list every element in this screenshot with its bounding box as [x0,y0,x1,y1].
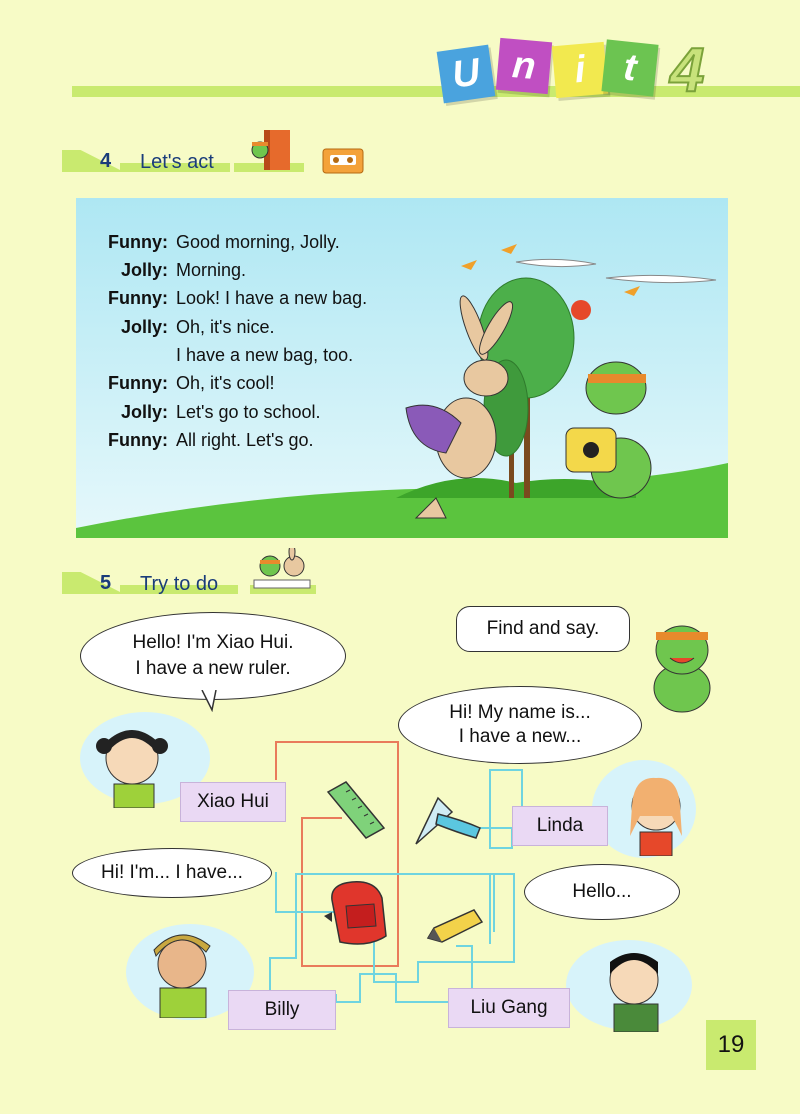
section-number: 5 [100,572,112,594]
bubble-text: Hi! My name is... [449,702,591,723]
speaker-label: Funny: [108,373,168,393]
line-text: Good morning, Jolly. [176,232,340,252]
line-text: Oh, it's nice. [176,317,275,337]
name-label-linda: Linda [512,806,608,846]
speaker-label: Jolly: [120,317,168,337]
section-number: 4 [100,150,112,172]
unit-letter: n [510,43,538,88]
bubble-text: I have a new ruler. [135,658,291,679]
pencil-sharpener-knife-icon [412,794,484,850]
name-label-billy: Billy [228,990,336,1030]
schoolbag-icon [318,876,394,948]
ruler-icon [326,778,386,842]
name-label-xiaohui: Xiao Hui [180,782,286,822]
section-title: Let's act [140,151,214,173]
bubble-text: Hello... [572,881,632,902]
page-number: 19 [706,1020,756,1070]
unit-letter: i [572,48,588,91]
speaker-label: Jolly: [120,260,168,280]
unit-number: 4 [670,36,705,105]
unit-letter: t [621,45,639,90]
bubble-text: I have a new... [458,726,582,747]
line-text: I have a new bag, too. [176,345,354,365]
line-text: Morning. [176,260,247,280]
section-title: Try to do [140,573,219,595]
line-text: All right. Let's go. [176,430,314,450]
pencil-icon [424,906,488,944]
line-text: Look! I have a new bag. [176,288,368,308]
speaker-label: Funny: [108,288,168,308]
speaker-label: Funny: [108,430,168,450]
speaker-label: Jolly: [120,402,168,422]
line-text: Oh, it's cool! [176,373,275,393]
name-label-liugang: Liu Gang [448,988,570,1028]
bubble-text: Find and say. [486,618,600,639]
bubble-text: Hello! I'm Xiao Hui. [132,632,294,653]
unit-letter: U [449,50,483,97]
bubble-text: Hi! I'm... I have... [101,862,243,883]
line-text: Let's go to school. [176,402,321,422]
speaker-label: Funny: [108,232,168,252]
